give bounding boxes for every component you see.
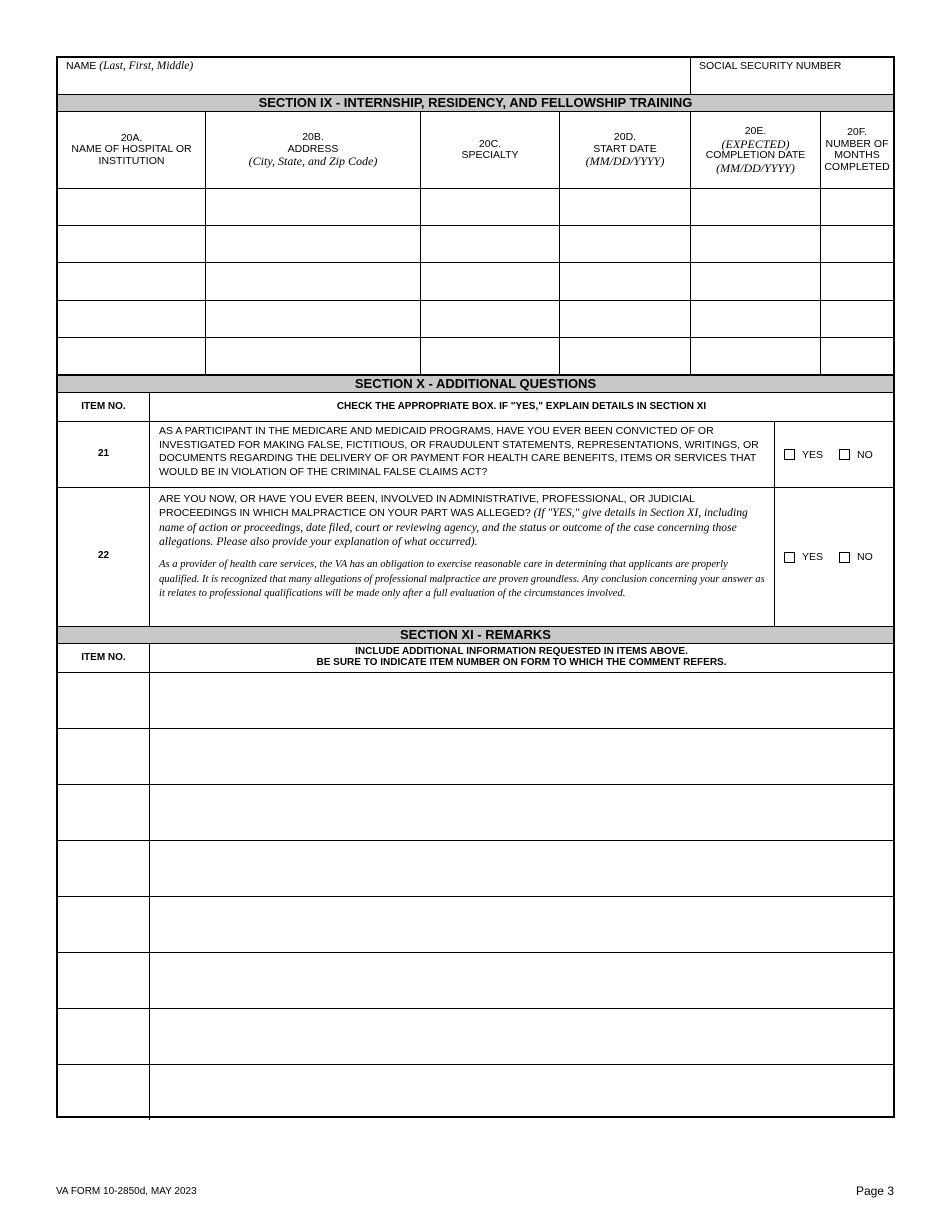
question-22-answer (775, 488, 893, 626)
remark-text-cell[interactable] (150, 1009, 893, 1064)
remarks-item-no-header: ITEM NO. (58, 644, 150, 672)
remark-text-cell[interactable] (150, 953, 893, 1008)
remark-item-number-cell[interactable] (58, 953, 150, 1008)
training-entry-row (58, 188, 893, 225)
q22-no-label: NO (857, 551, 873, 563)
section-10-instruction: CHECK THE APPROPRIATE BOX. IF "YES," EXPLAIN DETAILS IN SECTION XI (336, 401, 707, 412)
remark-item-number-cell[interactable] (58, 785, 150, 840)
remark-text-cell[interactable] (150, 841, 893, 896)
remark-row (58, 1064, 893, 1120)
col-20d-header: 20D. START DATE (MM/DD/YYYY) (560, 112, 691, 188)
q22-yes-checkbox[interactable] (784, 552, 795, 563)
col-20f-header: 20F. NUMBER OF MONTHS COMPLETED (824, 126, 890, 173)
question-22-row (58, 487, 893, 626)
remarks-instruction-line2: BE SURE TO INDICATE ITEM NUMBER ON FORM TO WHICH THE COMMENT REFERS. (316, 657, 727, 668)
training-entry-row (58, 337, 893, 374)
section-9-title: SECTION IX - INTERNSHIP, RESIDENCY, AND FELLOWSHIP TRAINING (58, 94, 893, 112)
section-11-title: SECTION XI - REMARKS (58, 626, 893, 644)
remark-item-number-cell[interactable] (58, 1065, 150, 1120)
remark-row (58, 672, 893, 728)
training-entry-row (58, 262, 893, 299)
col-20b-header: 20B. ADDRESS (City, State, and Zip Code) (206, 112, 421, 188)
q22-text: ARE YOU NOW, OR HAVE YOU EVER BEEN, INVOLVED IN ADMINISTRATIVE, PROFESSIONAL, OR JUDICIAL PROCEEDINGS IN WHICH MALPRACTICE ON YOUR PART WAS ALLEGED? (159, 493, 695, 520)
remark-item-number-cell[interactable] (58, 841, 150, 896)
ssn-label: SOCIAL SECURITY NUMBER (699, 60, 842, 72)
q21-no-label: NO (857, 448, 873, 461)
training-entry-cell-20e[interactable] (691, 189, 821, 225)
remarks-instruction (150, 644, 893, 672)
page-number: Page 3 (855, 1184, 894, 1198)
remark-row (58, 952, 893, 1008)
col-20c-header: 20C. SPECIALTY (421, 112, 560, 188)
q21-yes-checkbox[interactable] (784, 449, 795, 460)
training-entry-cell-20f[interactable] (821, 301, 893, 337)
name-hint: (Last, First, Middle) (99, 60, 194, 72)
training-entry-cell-20a[interactable] (58, 338, 206, 374)
remark-item-number-cell[interactable] (58, 673, 150, 728)
training-entry-cell-20d[interactable] (560, 263, 691, 299)
training-entry-cell-20e[interactable] (691, 338, 821, 374)
remark-text-cell[interactable] (150, 1065, 893, 1120)
question-22-text (150, 488, 775, 626)
remark-item-number-cell[interactable] (58, 729, 150, 784)
remark-item-number-cell[interactable] (58, 1009, 150, 1064)
remark-text-cell[interactable] (150, 729, 893, 784)
training-entry-cell-20a[interactable] (58, 189, 206, 225)
remark-text-cell[interactable] (150, 785, 893, 840)
training-entry-cell-20e[interactable] (691, 226, 821, 262)
training-entry-cell-20b[interactable] (206, 226, 421, 262)
training-entry-row (58, 300, 893, 337)
item-no-header: ITEM NO. (58, 393, 150, 421)
training-entry-cell-20c[interactable] (421, 263, 560, 299)
name-field[interactable] (58, 58, 691, 94)
training-entry-cell-20f[interactable] (821, 226, 893, 262)
training-entry-cell-20f[interactable] (821, 263, 893, 299)
section-10-title: SECTION X - ADDITIONAL QUESTIONS (58, 374, 893, 393)
training-entry-cell-20d[interactable] (560, 226, 691, 262)
question-22-number: 22 (58, 488, 150, 626)
form-page (56, 56, 895, 1118)
training-entry-cell-20b[interactable] (206, 263, 421, 299)
remark-item-number-cell[interactable] (58, 897, 150, 952)
section-11-header-row (58, 644, 893, 672)
form-id: VA FORM 10-2850d, MAY 2023 (56, 1186, 197, 1197)
col-20e-header: 20E. (EXPECTED) COMPLETION DATE (MM/DD/YYYY) (691, 112, 821, 188)
training-entry-cell-20d[interactable] (560, 338, 691, 374)
training-entry-cell-20a[interactable] (58, 226, 206, 262)
training-entry-cell-20e[interactable] (691, 263, 821, 299)
training-entry-cell-20d[interactable] (560, 301, 691, 337)
training-entry-cell-20c[interactable] (421, 226, 560, 262)
remark-text-cell[interactable] (150, 897, 893, 952)
q22-yes-label: YES (802, 551, 824, 563)
remark-text-cell[interactable] (150, 673, 893, 728)
training-entry-row (58, 225, 893, 262)
q21-yes-label: YES (802, 448, 824, 461)
question-21-number: 21 (58, 422, 150, 487)
q21-no-checkbox[interactable] (839, 449, 850, 460)
q22-text-italic: (If "YES," give details in Section XI, including name of action or proceedings, date filed, court or reviewing agency, and the status or outcome of the case concerning those allegations. Please also provide your explanation of what occurred). (159, 506, 748, 548)
remark-row (58, 784, 893, 840)
training-entry-cell-20b[interactable] (206, 338, 421, 374)
section-9-header-row (58, 112, 893, 188)
q22-no-checkbox[interactable] (839, 552, 850, 563)
training-entry-cell-20f[interactable] (821, 338, 893, 374)
training-entry-cell-20f[interactable] (821, 189, 893, 225)
training-entry-cell-20c[interactable] (421, 301, 560, 337)
section-10-header-row (58, 393, 893, 421)
remark-row (58, 896, 893, 952)
name-row (58, 58, 893, 94)
training-entry-cell-20a[interactable] (58, 263, 206, 299)
col-20a-header: 20A. NAME OF HOSPITAL OR INSTITUTION (58, 112, 206, 188)
training-entry-cell-20d[interactable] (560, 189, 691, 225)
question-21-text: AS A PARTICIPANT IN THE MEDICARE AND MEDICAID PROGRAMS, HAVE YOU EVER BEEN CONVICTED OF OR INVESTIGATED FOR MAKING FALSE, FICTITIOUS, OR FRAUDULENT STATEMENTS, REPRESENTATIONS, WRITINGS, OR DOCUMENTS REGARDING THE DELIVERY OF OR PAYMENT FOR HEALTH CARE BENEFITS, ITEMS OR SERVICES THAT WOULD BE IN VIOLATION OF THE CRIMINAL FALSE CLAIMS ACT? (150, 422, 775, 487)
training-entry-cell-20b[interactable] (206, 189, 421, 225)
name-label: NAME (66, 60, 97, 72)
ssn-field[interactable] (691, 58, 893, 94)
training-entry-cell-20c[interactable] (421, 338, 560, 374)
remark-row (58, 1008, 893, 1064)
remark-row (58, 728, 893, 784)
training-entry-cell-20c[interactable] (421, 189, 560, 225)
training-entry-cell-20a[interactable] (58, 301, 206, 337)
training-entry-cell-20e[interactable] (691, 301, 821, 337)
question-21-answer (775, 422, 893, 487)
remarks-instruction-line1: INCLUDE ADDITIONAL INFORMATION REQUESTED IN ITEMS ABOVE. (355, 646, 688, 657)
training-entry-cell-20b[interactable] (206, 301, 421, 337)
remark-row (58, 840, 893, 896)
q22-note: As a provider of health care services, the VA has an obligation to exercise reasonable care in determining that applicants are properly qualified. It is recognized that many allegations of professional malpractice are proven groundless. Any conclusion concerning your answer as it relates to professional qualifications will be made only after a full evaluation of the circumstances involved. (159, 559, 765, 599)
question-21-row (58, 421, 893, 487)
